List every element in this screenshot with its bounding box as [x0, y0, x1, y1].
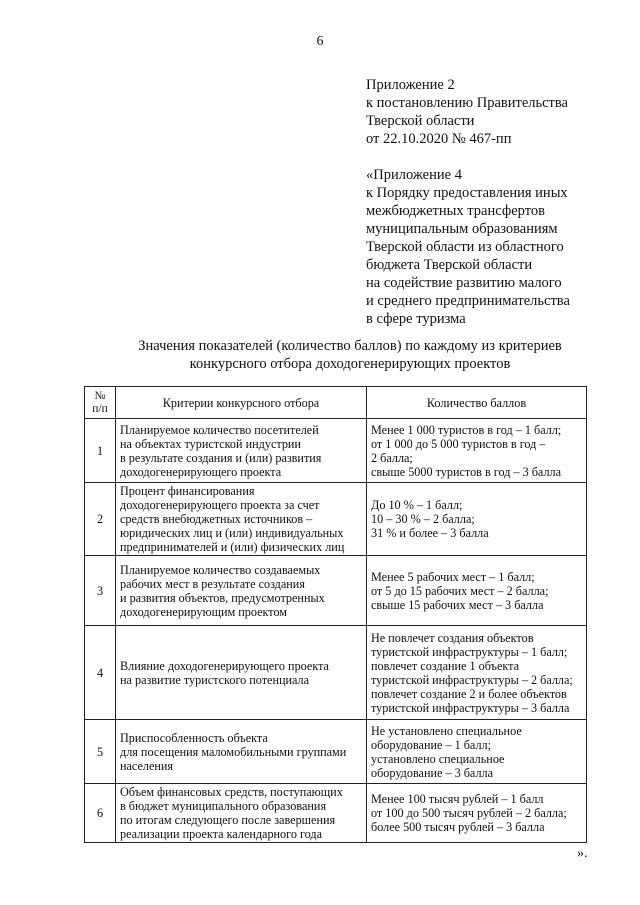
score-line: от 100 до 500 тысяч рублей – 2 балла; — [371, 806, 567, 820]
row-score — [367, 784, 587, 843]
score-line: туристской инфраструктуры – 3 балла — [371, 700, 570, 715]
appendix-2-line: от 22.10.2020 № 467-пп — [366, 131, 512, 147]
row-criteria — [116, 626, 367, 720]
table-header-row — [85, 387, 587, 419]
score-line: установлено специальное — [371, 751, 505, 766]
appendix-4-line: и среднего предпринимательства — [366, 293, 570, 309]
row-criteria — [116, 419, 367, 483]
score-line: свыше 15 рабочих мест – 3 балла — [371, 597, 544, 612]
header-criteria: Критерии конкурсного отбора — [116, 387, 367, 419]
score-line: Менее 100 тысяч рублей – 1 балл — [371, 792, 544, 806]
appendix-4-line: в сфере туризма — [366, 311, 466, 327]
criteria-line: средств внебюджетных источников – — [120, 512, 313, 526]
score-line: туристской инфраструктуры – 1 балл; — [371, 644, 568, 659]
appendix-4-line: на содействие развитию малого — [366, 275, 562, 291]
table-row — [85, 419, 587, 483]
table-row — [85, 626, 587, 720]
appendix-4-heading — [366, 166, 628, 328]
score-line: от 1 000 до 5 000 туристов в год – — [371, 436, 546, 451]
criteria-line: доходогенерирующим проектом — [120, 604, 288, 619]
criteria-line: Планируемое количество создаваемых — [120, 562, 321, 577]
table-row — [85, 556, 587, 626]
appendix-4-line: бюджета Тверской области — [366, 257, 533, 273]
row-number: 2 — [85, 483, 116, 556]
criteria-table — [84, 386, 587, 843]
criteria-line: в бюджет муниципального образования — [120, 799, 327, 813]
row-number: 4 — [85, 626, 116, 720]
appendix-2-line: к постановлению Правительства — [366, 95, 568, 111]
appendix-4-line: Тверской области из областного — [366, 239, 564, 255]
score-line: Менее 1 000 туристов в год – 1 балл; — [371, 422, 562, 437]
criteria-line: для посещения маломобильными группами — [120, 744, 347, 759]
criteria-line: предпринимателей и (или) физических лиц — [120, 540, 345, 554]
row-criteria — [116, 720, 367, 784]
criteria-line: Влияние доходогенерирующего проекта — [120, 658, 329, 673]
score-line: повлечет создание 2 и более объектов — [371, 686, 567, 701]
criteria-line: реализации проекта календарного года — [120, 827, 323, 841]
row-criteria — [116, 556, 367, 626]
row-score — [367, 483, 587, 556]
row-number: 5 — [85, 720, 116, 784]
criteria-line: на развитие туристского потенциала — [120, 672, 310, 687]
appendix-2-line: Тверской области — [366, 113, 475, 129]
score-line: 2 балла; — [371, 450, 413, 465]
criteria-line: доходогенерирующего проекта за счет — [120, 498, 320, 512]
closing-mark: ». — [577, 846, 588, 861]
header-num — [85, 387, 116, 419]
row-score — [367, 419, 587, 483]
score-line: свыше 5000 туристов в год – 3 балла — [371, 464, 562, 479]
table-title-line-1: Значения показателей (количество баллов) по каждому из критериев — [138, 338, 562, 354]
score-line: 31 % и более – 3 балла — [371, 526, 489, 540]
criteria-line: рабочих мест в результате создания — [120, 576, 305, 591]
score-line: более 500 тысяч рублей – 3 балла — [371, 820, 545, 834]
page-number: 6 — [316, 34, 324, 49]
appendix-4-line: межбюджетных трансфертов — [366, 203, 545, 219]
criteria-line: населения — [120, 758, 174, 773]
appendix-2-heading — [366, 76, 628, 148]
table-row — [85, 784, 587, 843]
appendix-4-line: к Порядку предоставления иных — [366, 185, 568, 201]
score-line: До 10 % – 1 балл; — [371, 498, 463, 512]
table-row — [85, 483, 587, 556]
score-line: от 5 до 15 рабочих мест – 2 балла; — [371, 583, 549, 598]
header-num-line-2: п/п — [92, 402, 108, 415]
score-line: Не установлено специальное — [371, 723, 522, 738]
criteria-line: в результате создания и (или) развития — [120, 450, 322, 465]
criteria-line: на объектах туристской индустрии — [120, 436, 301, 451]
row-number: 3 — [85, 556, 116, 626]
criteria-line: Объем финансовых средств, поступающих — [120, 785, 343, 799]
criteria-line: Приспособленность объекта — [120, 730, 268, 745]
criteria-line: Планируемое количество посетителей — [120, 422, 319, 437]
header-score: Количество баллов — [367, 387, 587, 419]
criteria-line: юридических лиц и (или) индивидуальных — [120, 526, 344, 540]
row-score — [367, 626, 587, 720]
score-line: Не повлечет создания объектов — [371, 630, 534, 645]
row-score — [367, 720, 587, 784]
table-body — [85, 419, 587, 843]
appendix-2-line: Приложение 2 — [366, 77, 455, 93]
criteria-line: Процент финансирования — [120, 484, 255, 498]
score-line: 10 – 30 % – 2 балла; — [371, 512, 475, 526]
criteria-line: и развития объектов, предусмотренных — [120, 590, 325, 605]
table-title-line-2: конкурсного отбора доходогенерирующих проектов — [189, 356, 511, 372]
header-num-line-1: № — [94, 389, 106, 402]
appendix-4-line: «Приложение 4 — [366, 167, 462, 183]
row-number: 6 — [85, 784, 116, 843]
row-number: 1 — [85, 419, 116, 483]
criteria-line: доходогенерирующего проекта — [120, 464, 282, 479]
score-line: оборудование – 3 балла — [371, 765, 494, 780]
row-criteria — [116, 483, 367, 556]
appendix-4-line: муниципальным образованиям — [366, 221, 558, 237]
score-line: туристской инфраструктуры – 2 балла; — [371, 672, 573, 687]
score-line: повлечет создание 1 объекта — [371, 658, 520, 673]
row-score — [367, 556, 587, 626]
table-row — [85, 720, 587, 784]
score-line: Менее 5 рабочих мест – 1 балл; — [371, 569, 535, 584]
criteria-line: по итогам следующего после завершения — [120, 813, 336, 827]
row-criteria — [116, 784, 367, 843]
table-title — [60, 337, 640, 373]
score-line: оборудование – 1 балл; — [371, 737, 491, 752]
